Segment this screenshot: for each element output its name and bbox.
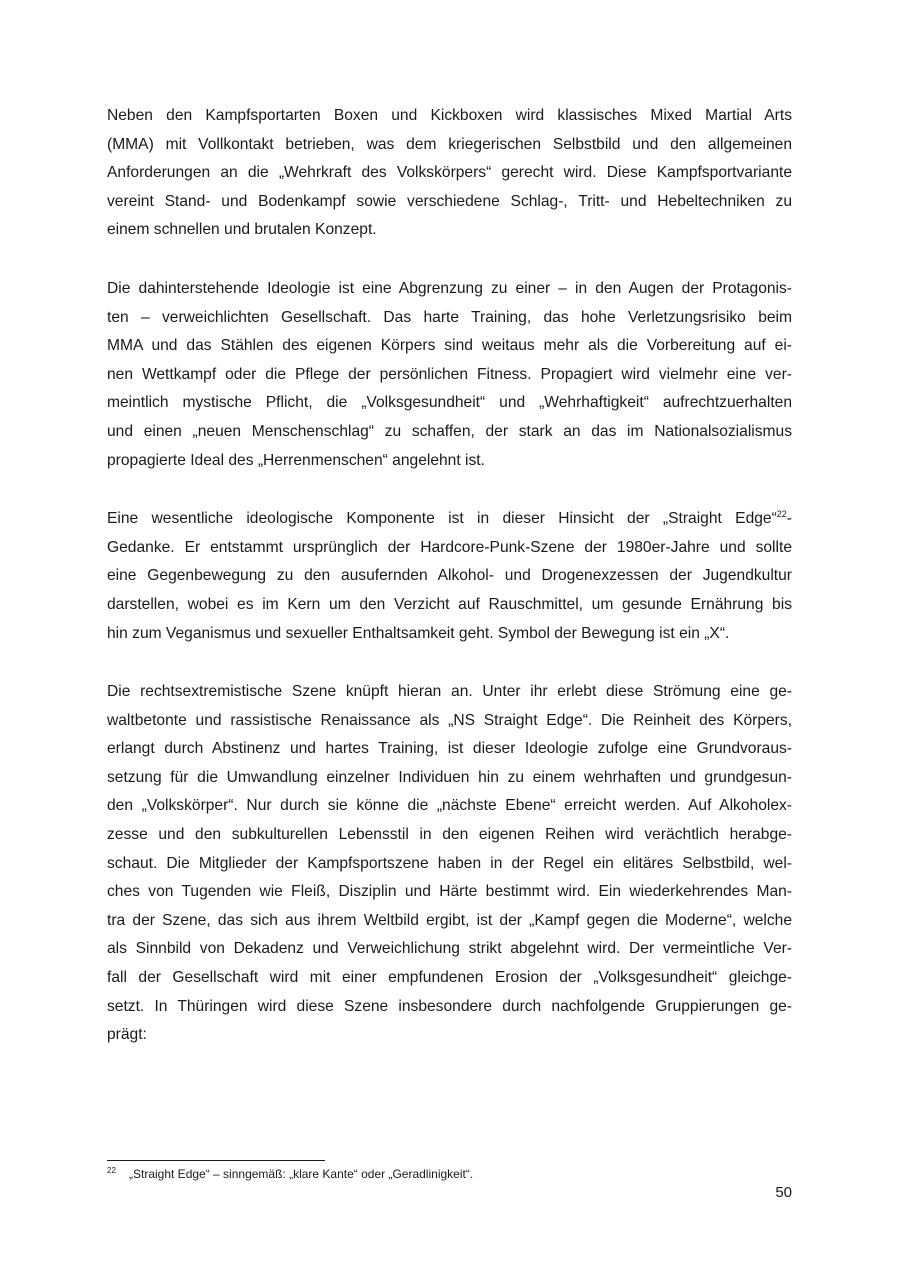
footnote-divider [107, 1160, 325, 1161]
text-line: vereint Stand- und Bodenkampf sowie verschiedene Schlag-, Tritt- und Hebeltechniken zu [107, 192, 792, 210]
text-line: waltbetonte und rassistische Renaissance als „NS Straight Edge“. Die Reinheit des Körpers, [107, 711, 792, 729]
paragraph-2 [107, 275, 792, 475]
text-line: prägt: [107, 1026, 147, 1044]
text-line: und einen „neuen Menschenschlag“ zu schaffen, der stark an das im Nationalsozialismus [107, 422, 792, 440]
text-line: Die rechtsextremistische Szene knüpft hieran an. Unter ihr erlebt diese Strömung eine ge- [107, 683, 792, 701]
text-line: den „Volkskörper“. Nur durch sie könne die „nächste Ebene“ erreicht werden. Auf Alkoholex- [107, 797, 792, 815]
text-line: Neben den Kampfsportarten Boxen und Kickboxen wird klassisches Mixed Martial Arts [107, 107, 792, 124]
text-line: einem schnellen und brutalen Konzept. [107, 221, 377, 239]
text-line: eine Gegenbewegung zu den ausufernden Alkohol- und Drogenexzessen der Jugendkultur [107, 567, 792, 585]
paragraph-3 [107, 505, 792, 648]
text-line: nen Wettkampf oder die Pflege der persönlichen Fitness. Propagiert wird vielmehr eine ver- [107, 365, 792, 383]
text-line: ches von Tugenden wie Fleiß, Disziplin und Härte bestimmt wird. Ein wiederkehrendes Man- [107, 883, 792, 901]
text-line: schaut. Die Mitglieder der Kampfsportszene haben in der Regel ein elitäres Selbstbild, wel- [107, 854, 792, 872]
footnote-text: „Straight Edge“ – sinngemäß: „klare Kante“ oder „Geradlinigkeit“. [129, 1167, 474, 1181]
text-line: erlangt durch Abstinenz und hartes Training, ist dieser Ideologie zufolge eine Grundvoraus- [107, 740, 792, 758]
footnote-reference[interactable]: 22 [776, 508, 787, 519]
text-line: (MMA) mit Vollkontakt betrieben, was dem kriegerischen Selbstbild und den allgemeinen [107, 135, 792, 153]
text-line-with-footnote-ref [107, 505, 792, 534]
paragraph-1 [107, 102, 792, 245]
text-line: tra der Szene, das sich aus ihrem Weltbild ergibt, ist der „Kampf gegen die Moderne“, welche [107, 911, 792, 929]
text-line: hin zum Veganismus und sexueller Enthaltsamkeit geht. Symbol der Bewegung ist ein „X“. [107, 624, 730, 642]
text-line: meintlich mystische Pflicht, die „Volksgesundheit“ und „Wehrhaftigkeit“ aufrechtzuerhalten [107, 394, 792, 412]
text-line: Die dahinterstehende Ideologie ist eine Abgrenzung zu einer – in den Augen der Protagonis- [107, 279, 792, 297]
text-line: darstellen, wobei es im Kern um den Verzicht auf Rauschmittel, um gesunde Ernährung bis [107, 595, 792, 613]
text-line: propagierte Ideal des „Herrenmenschen“ angelehnt ist. [107, 451, 485, 469]
text-line: Anforderungen an die „Wehrkraft des Volkskörpers“ gerecht wird. Diese Kampfsportvariante [107, 164, 792, 182]
page-number: 50 [775, 1184, 792, 1201]
text-line: ten – verweichlichten Gesellschaft. Das harte Training, das hohe Verletzungsrisiko beim [107, 308, 792, 326]
paragraph-4 [107, 678, 792, 1050]
text-line: setzt. In Thüringen wird diese Szene insbesondere durch nachfolgende Gruppierungen ge- [107, 997, 792, 1015]
text-line: setzung für die Umwandlung einzelner Individuen hin zu einem wehrhaften und grundgesun- [107, 768, 792, 786]
text-line: MMA und das Stählen des eigenen Körpers sind weitaus mehr als die Vorbereitung auf ei- [107, 337, 792, 355]
text-line: zesse und den subkulturellen Lebensstil in den eigenen Reihen wird verächtlich herabge- [107, 826, 792, 844]
text-line: fall der Gesellschaft wird mit einer empfundenen Erosion der „Volksgesundheit“ gleichge- [107, 969, 792, 987]
text-fragment: Eine wesentliche ideologische Komponente ist in dieser Hinsicht der „Straight Edge“ [107, 510, 777, 528]
text-line: Gedanke. Er entstammt ursprünglich der Hardcore-Punk-Szene der 1980er-Jahre und sollte [107, 538, 792, 556]
footnote: 22 „Straight Edge“ – sinngemäß: „klare Kante“ oder „Geradlinigkeit“. [107, 1166, 474, 1181]
text-line: als Sinnbild von Dekadenz und Verweichlichung strikt abgelehnt wird. Der vermeintliche Ver- [107, 940, 792, 958]
page-body [107, 102, 792, 1080]
text-fragment: - [786, 510, 792, 528]
